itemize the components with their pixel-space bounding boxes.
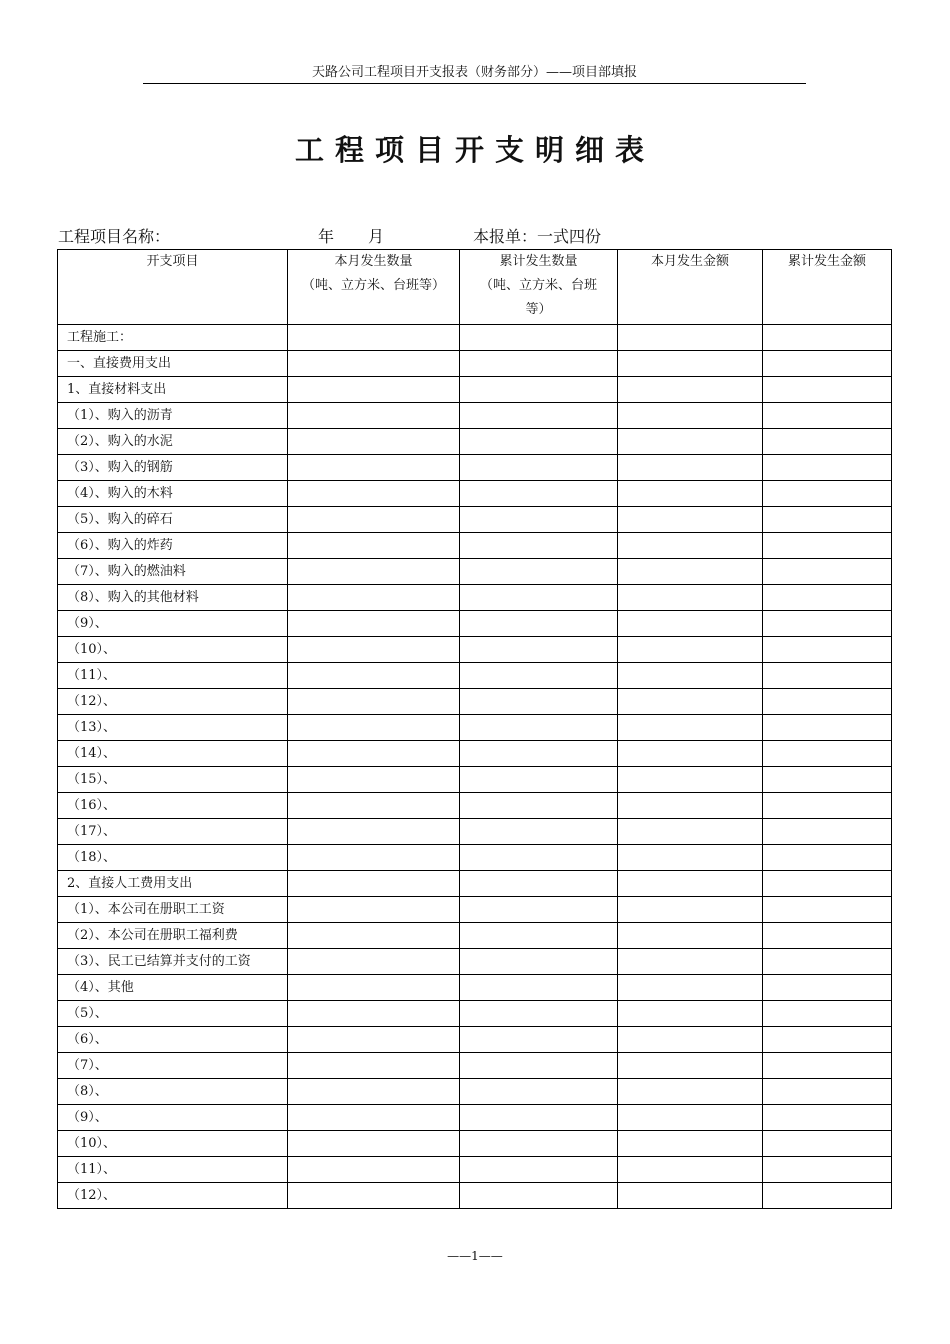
blank-entry-cell (288, 923, 460, 949)
expense-item-label: （3）、购入的钢筋 (58, 455, 288, 481)
expense-item-label: （3）、民工已结算并支付的工资 (58, 949, 288, 975)
table-row (58, 975, 892, 1001)
column-header-line: （吨、立方米、台班等） (301, 278, 445, 293)
expense-item-label: （12）、 (58, 689, 288, 715)
column-header (763, 250, 892, 325)
blank-entry-cell (288, 741, 460, 767)
blank-entry-cell (460, 403, 618, 429)
blank-entry-cell (763, 429, 892, 455)
blank-entry-cell (460, 975, 618, 1001)
blank-entry-cell (618, 637, 763, 663)
blank-entry-cell (288, 533, 460, 559)
table-row (58, 1053, 892, 1079)
blank-entry-cell (763, 1183, 892, 1209)
page-title: 工程项目开支明细表 (294, 133, 655, 167)
column-header-line: 本月发生金额 (650, 254, 729, 269)
blank-entry-cell (288, 637, 460, 663)
table-row (58, 325, 892, 351)
table-row (58, 1183, 892, 1209)
blank-entry-cell (288, 429, 460, 455)
blank-entry-cell (763, 455, 892, 481)
blank-entry-cell (763, 949, 892, 975)
blank-entry-cell (618, 1079, 763, 1105)
blank-entry-cell (763, 507, 892, 533)
expense-item-label: 2、直接人工费用支出 (58, 871, 288, 897)
blank-entry-cell (288, 793, 460, 819)
project-name-label: 工程项目名称： (58, 227, 171, 246)
expense-item-label: （9）、 (58, 1105, 288, 1131)
blank-entry-cell (288, 975, 460, 1001)
blank-entry-cell (763, 1079, 892, 1105)
table-row (58, 1001, 892, 1027)
table-row (58, 455, 892, 481)
table-row (58, 1105, 892, 1131)
blank-entry-cell (288, 1105, 460, 1131)
blank-entry-cell (460, 923, 618, 949)
blank-entry-cell (288, 481, 460, 507)
column-header-line: 本月发生数量 (334, 254, 413, 269)
blank-entry-cell (288, 507, 460, 533)
blank-entry-cell (763, 1027, 892, 1053)
blank-entry-cell (763, 403, 892, 429)
expense-item-label: （12）、 (58, 1183, 288, 1209)
blank-entry-cell (763, 585, 892, 611)
expense-item-label: （1）、本公司在册职工工资 (58, 897, 288, 923)
expense-item-label: （11）、 (58, 663, 288, 689)
table-row (58, 1157, 892, 1183)
blank-entry-cell (763, 611, 892, 637)
blank-entry-cell (288, 1157, 460, 1183)
blank-entry-cell (460, 325, 618, 351)
blank-entry-cell (618, 429, 763, 455)
blank-entry-cell (763, 767, 892, 793)
expense-item-label: （4）、其他 (58, 975, 288, 1001)
month-label: 月 (368, 227, 385, 246)
table-row (58, 949, 892, 975)
blank-entry-cell (618, 715, 763, 741)
form-meta-line (58, 226, 890, 248)
blank-entry-cell (288, 871, 460, 897)
blank-entry-cell (618, 741, 763, 767)
blank-entry-cell (288, 1183, 460, 1209)
blank-entry-cell (288, 1131, 460, 1157)
expense-item-label: （7）、购入的燃油料 (58, 559, 288, 585)
blank-entry-cell (288, 663, 460, 689)
blank-entry-cell (763, 689, 892, 715)
blank-entry-cell (460, 715, 618, 741)
blank-entry-cell (460, 1131, 618, 1157)
table-row (58, 1131, 892, 1157)
blank-entry-cell (288, 1027, 460, 1053)
table-row (58, 559, 892, 585)
blank-entry-cell (460, 1027, 618, 1053)
expense-item-label: （7）、 (58, 1053, 288, 1079)
blank-entry-cell (460, 377, 618, 403)
blank-entry-cell (763, 871, 892, 897)
expense-item-label: （18）、 (58, 845, 288, 871)
blank-entry-cell (763, 793, 892, 819)
blank-entry-cell (618, 351, 763, 377)
expense-item-label: （5）、 (58, 1001, 288, 1027)
blank-entry-cell (763, 975, 892, 1001)
table-row (58, 351, 892, 377)
expense-item-label: 工程施工： (58, 325, 288, 351)
expense-item-label: （10）、 (58, 637, 288, 663)
blank-entry-cell (618, 507, 763, 533)
expense-item-label: （6）、购入的炸药 (58, 533, 288, 559)
expense-item-label: （8）、购入的其他材料 (58, 585, 288, 611)
blank-entry-cell (763, 1053, 892, 1079)
column-header (460, 250, 618, 325)
blank-entry-cell (618, 481, 763, 507)
blank-entry-cell (618, 819, 763, 845)
expense-item-label: （15）、 (58, 767, 288, 793)
blank-entry-cell (618, 325, 763, 351)
expense-item-label: （5）、购入的碎石 (58, 507, 288, 533)
expense-item-label: （2）、购入的水泥 (58, 429, 288, 455)
blank-entry-cell (763, 481, 892, 507)
table-row (58, 767, 892, 793)
expense-item-label: （8）、 (58, 1079, 288, 1105)
expense-item-label: （17）、 (58, 819, 288, 845)
blank-entry-cell (460, 559, 618, 585)
blank-entry-cell (460, 949, 618, 975)
blank-entry-cell (763, 637, 892, 663)
blank-entry-cell (288, 949, 460, 975)
blank-entry-cell (618, 559, 763, 585)
table-row (58, 377, 892, 403)
blank-entry-cell (288, 585, 460, 611)
blank-entry-cell (763, 715, 892, 741)
blank-entry-cell (618, 611, 763, 637)
expense-item-label: （16）、 (58, 793, 288, 819)
blank-entry-cell (763, 1131, 892, 1157)
blank-entry-cell (460, 741, 618, 767)
blank-entry-cell (460, 819, 618, 845)
blank-entry-cell (288, 377, 460, 403)
blank-entry-cell (763, 663, 892, 689)
blank-entry-cell (763, 741, 892, 767)
blank-entry-cell (288, 845, 460, 871)
table-row (58, 715, 892, 741)
blank-entry-cell (460, 897, 618, 923)
blank-entry-cell (618, 1157, 763, 1183)
table-row (58, 403, 892, 429)
blank-entry-cell (763, 1105, 892, 1131)
blank-entry-cell (618, 455, 763, 481)
blank-entry-cell (618, 871, 763, 897)
blank-entry-cell (763, 1001, 892, 1027)
table-row (58, 429, 892, 455)
blank-entry-cell (288, 1001, 460, 1027)
expense-item-label: 一、直接费用支出 (58, 351, 288, 377)
blank-entry-cell (460, 1157, 618, 1183)
expense-detail-table (57, 249, 892, 1209)
blank-entry-cell (460, 793, 618, 819)
blank-entry-cell (460, 611, 618, 637)
blank-entry-cell (618, 689, 763, 715)
table-row (58, 481, 892, 507)
expense-item-label: （9）、 (58, 611, 288, 637)
blank-entry-cell (618, 585, 763, 611)
table-row (58, 871, 892, 897)
column-header-line: （吨、立方米、台班 (479, 278, 597, 293)
blank-entry-cell (288, 1053, 460, 1079)
year-label: 年 (318, 227, 335, 246)
blank-entry-cell (288, 559, 460, 585)
blank-entry-cell (288, 403, 460, 429)
blank-entry-cell (460, 507, 618, 533)
table-row (58, 637, 892, 663)
blank-entry-cell (460, 351, 618, 377)
blank-entry-cell (618, 377, 763, 403)
table-row (58, 585, 892, 611)
blank-entry-cell (460, 637, 618, 663)
blank-entry-cell (460, 1105, 618, 1131)
table-row (58, 819, 892, 845)
blank-entry-cell (763, 559, 892, 585)
blank-entry-cell (763, 533, 892, 559)
blank-entry-cell (763, 1157, 892, 1183)
expense-item-label: 1、直接材料支出 (58, 377, 288, 403)
blank-entry-cell (460, 871, 618, 897)
table-row (58, 689, 892, 715)
blank-entry-cell (288, 767, 460, 793)
expense-item-label: （6）、 (58, 1027, 288, 1053)
blank-entry-cell (618, 923, 763, 949)
table-row (58, 923, 892, 949)
expense-item-label: （2）、本公司在册职工福利费 (58, 923, 288, 949)
column-header (288, 250, 460, 325)
blank-entry-cell (288, 455, 460, 481)
column-header-line: 开支项目 (146, 254, 199, 269)
blank-entry-cell (618, 897, 763, 923)
blank-entry-cell (763, 923, 892, 949)
table-row (58, 793, 892, 819)
table-row (58, 507, 892, 533)
blank-entry-cell (618, 1183, 763, 1209)
column-header-line: 累计发生数量 (499, 254, 578, 269)
blank-entry-cell (288, 611, 460, 637)
blank-entry-cell (460, 767, 618, 793)
blank-entry-cell (763, 845, 892, 871)
blank-entry-cell (618, 975, 763, 1001)
blank-entry-cell (460, 481, 618, 507)
blank-entry-cell (288, 325, 460, 351)
blank-entry-cell (618, 949, 763, 975)
blank-entry-cell (288, 715, 460, 741)
table-row (58, 845, 892, 871)
expense-item-label: （4）、购入的木料 (58, 481, 288, 507)
table-row (58, 897, 892, 923)
blank-entry-cell (763, 377, 892, 403)
blank-entry-cell (460, 1001, 618, 1027)
blank-entry-cell (460, 429, 618, 455)
table-header-row (58, 250, 892, 325)
expense-item-label: （10）、 (58, 1131, 288, 1157)
table-row (58, 663, 892, 689)
blank-entry-cell (763, 897, 892, 923)
blank-entry-cell (618, 1131, 763, 1157)
table-row (58, 741, 892, 767)
blank-entry-cell (618, 1001, 763, 1027)
blank-entry-cell (460, 689, 618, 715)
blank-entry-cell (618, 1027, 763, 1053)
table-row (58, 533, 892, 559)
column-header-line: 等） (525, 302, 552, 317)
expense-item-label: （1）、购入的沥青 (58, 403, 288, 429)
table-row (58, 611, 892, 637)
blank-entry-cell (763, 819, 892, 845)
expense-item-label: （14）、 (58, 741, 288, 767)
blank-entry-cell (618, 403, 763, 429)
blank-entry-cell (618, 533, 763, 559)
blank-entry-cell (618, 1053, 763, 1079)
blank-entry-cell (460, 585, 618, 611)
page-number: ——1—— (447, 1249, 503, 1263)
blank-entry-cell (618, 1105, 763, 1131)
blank-entry-cell (460, 1079, 618, 1105)
expense-item-label: （11）、 (58, 1157, 288, 1183)
blank-entry-cell (288, 897, 460, 923)
column-header-line: 累计发生金额 (787, 254, 866, 269)
blank-entry-cell (763, 325, 892, 351)
blank-entry-cell (618, 767, 763, 793)
column-header (58, 250, 288, 325)
blank-entry-cell (288, 1079, 460, 1105)
expense-item-label: （13）、 (58, 715, 288, 741)
column-header (618, 250, 763, 325)
blank-entry-cell (288, 351, 460, 377)
blank-entry-cell (460, 1183, 618, 1209)
running-header: 天路公司工程项目开支报表（财务部分）——项目部填报 (143, 64, 806, 84)
blank-entry-cell (460, 663, 618, 689)
blank-entry-cell (618, 663, 763, 689)
blank-entry-cell (460, 455, 618, 481)
table-row (58, 1027, 892, 1053)
blank-entry-cell (618, 845, 763, 871)
blank-entry-cell (763, 351, 892, 377)
blank-entry-cell (288, 819, 460, 845)
blank-entry-cell (460, 845, 618, 871)
blank-entry-cell (460, 533, 618, 559)
blank-entry-cell (288, 689, 460, 715)
blank-entry-cell (618, 793, 763, 819)
blank-entry-cell (460, 1053, 618, 1079)
table-body (58, 325, 892, 1209)
table-row (58, 1079, 892, 1105)
copies-label: 本报单：一式四份 (473, 227, 602, 246)
